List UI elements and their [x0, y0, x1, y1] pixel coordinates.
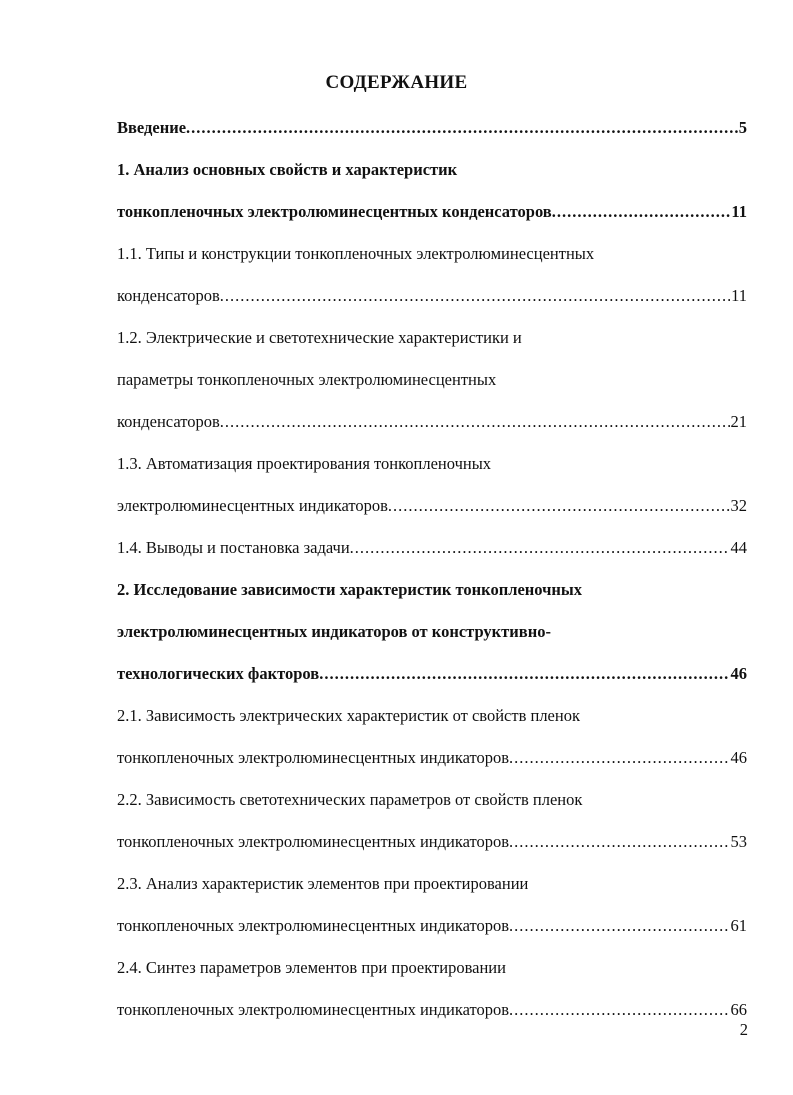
- toc-entry: [117, 107, 747, 149]
- toc-entry: [117, 191, 747, 233]
- toc-entry-page: 11: [731, 202, 747, 221]
- toc-entry-page: 61: [730, 916, 747, 935]
- toc-entry-text: технологических факторов: [117, 664, 320, 683]
- toc-entry: [117, 569, 747, 611]
- toc-leader-dots: [509, 905, 729, 947]
- toc-entry: [117, 149, 747, 191]
- toc-entry-page: 53: [730, 832, 747, 851]
- toc-entry-text: 1.3. Автоматизация проектирования тонкопленочных: [117, 454, 492, 473]
- toc-entry-text: параметры тонкопленочных электролюминесцентных: [117, 370, 497, 389]
- toc-leader-dots: [509, 821, 729, 863]
- toc-leader-dots: [186, 107, 738, 149]
- toc-entry-text: конденсаторов: [117, 286, 220, 305]
- toc-entry-page: 32: [730, 496, 747, 515]
- toc-entry-text: 1.2. Электрические и светотехнические характеристики и: [117, 328, 522, 347]
- toc-entry-page: 21: [730, 412, 747, 431]
- toc-entry-text: 2.2. Зависимость светотехнических параметров от свойств пленок: [117, 790, 583, 809]
- toc-entry: [117, 863, 747, 905]
- toc-entry-text: 1.1. Типы и конструкции тонкопленочных электролюминесцентных: [117, 244, 595, 263]
- toc-entry-text: 1. Анализ основных свойств и характеристик: [117, 160, 458, 179]
- toc-entry-text: тонкопленочных электролюминесцентных конденсаторов: [117, 202, 552, 221]
- toc-entry: [117, 695, 747, 737]
- toc-leader-dots: [319, 653, 729, 695]
- toc-entry: [117, 401, 747, 443]
- toc-entry-page: 11: [731, 286, 747, 305]
- toc-entry-text: 1.4. Выводы и постановка задачи: [117, 538, 350, 557]
- table-of-contents: [117, 107, 747, 1031]
- toc-entry: [117, 317, 747, 359]
- toc-entry-page: 5: [738, 118, 747, 137]
- toc-entry: [117, 653, 747, 695]
- toc-entry-page: 44: [730, 538, 747, 557]
- toc-entry: [117, 779, 747, 821]
- toc-entry: [117, 443, 747, 485]
- toc-entry-text: 2.4. Синтез параметров элементов при проектировании: [117, 958, 506, 977]
- toc-entry: [117, 737, 747, 779]
- toc-leader-dots: [552, 191, 731, 233]
- toc-entry: [117, 359, 747, 401]
- toc-entry: [117, 947, 747, 989]
- page-number: 2: [739, 1020, 748, 1039]
- page-title: СОДЕРЖАНИЕ: [325, 72, 468, 93]
- toc-entry-text: электролюминесцентных индикаторов: [117, 496, 388, 515]
- toc-entry-text: тонкопленочных электролюминесцентных индикаторов: [117, 748, 510, 767]
- toc-entry: [117, 233, 747, 275]
- toc-entry-page: 46: [730, 664, 747, 683]
- toc-leader-dots: [220, 401, 730, 443]
- toc-entry-page: 66: [730, 1000, 747, 1019]
- toc-leader-dots: [220, 275, 730, 317]
- toc-entry: [117, 485, 747, 527]
- toc-entry: [117, 527, 747, 569]
- toc-entry: [117, 821, 747, 863]
- toc-leader-dots: [350, 527, 730, 569]
- toc-entry: [117, 275, 747, 317]
- toc-entry-text: 2.1. Зависимость электрических характеристик от свойств пленок: [117, 706, 580, 725]
- toc-leader-dots: [509, 989, 729, 1031]
- toc-entry-text: 2. Исследование зависимости характеристик тонкопленочных: [117, 580, 583, 599]
- toc-entry-page: 46: [730, 748, 747, 767]
- toc-leader-dots: [509, 737, 729, 779]
- toc-entry: [117, 905, 747, 947]
- toc-entry-text: 2.3. Анализ характеристик элементов при проектировании: [117, 874, 529, 893]
- toc-entry-text: Введение: [117, 118, 187, 137]
- toc-entry-text: тонкопленочных электролюминесцентных индикаторов: [117, 916, 510, 935]
- toc-leader-dots: [388, 485, 730, 527]
- toc-entry-text: тонкопленочных электролюминесцентных индикаторов: [117, 1000, 510, 1019]
- toc-entry-text: электролюминесцентных индикаторов от конструктивно-: [117, 622, 551, 641]
- toc-entry: [117, 611, 747, 653]
- toc-entry-text: конденсаторов: [117, 412, 220, 431]
- toc-entry-text: тонкопленочных электролюминесцентных индикаторов: [117, 832, 510, 851]
- toc-entry: [117, 989, 747, 1031]
